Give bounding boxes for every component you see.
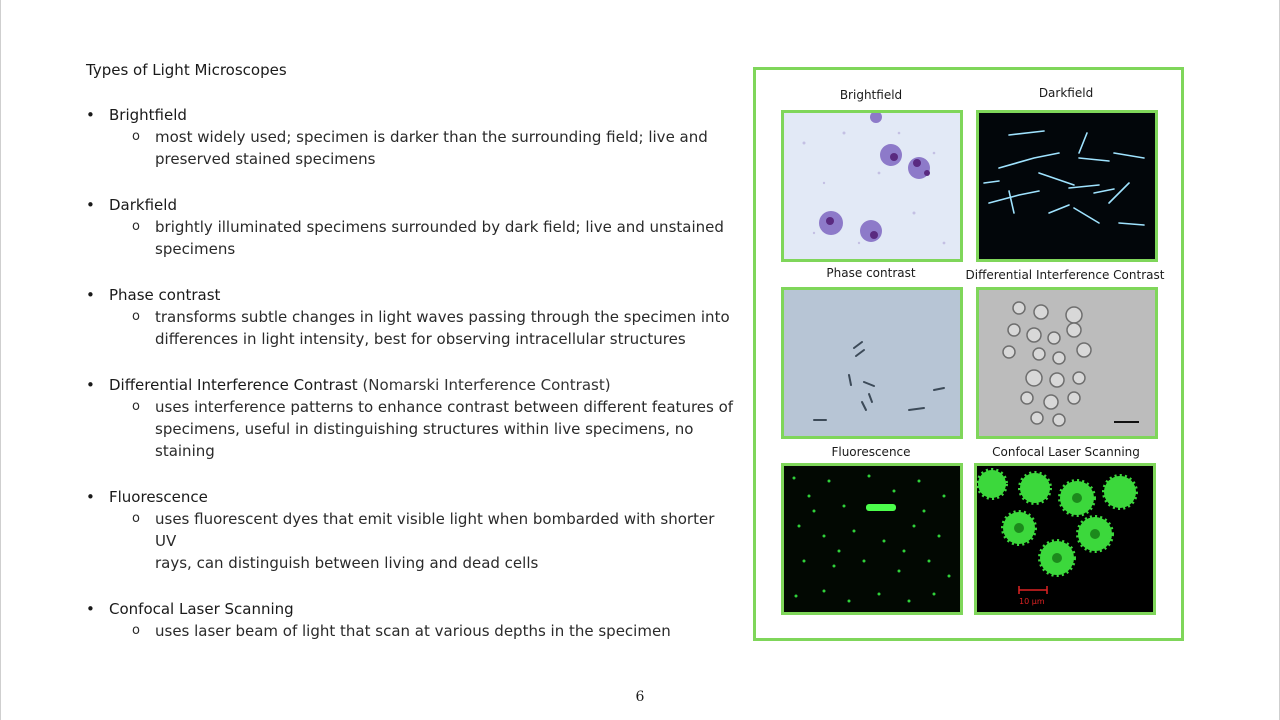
phase-contrast-image <box>781 287 963 439</box>
panel-label: Phase contrast <box>826 266 916 280</box>
panel-label: Darkfield <box>1038 86 1094 100</box>
sub-bullet: o <box>132 623 140 638</box>
item-alt-name: (Nomarski Interference Contrast) <box>357 376 611 394</box>
item-description: uses fluorescent dyes that emit visible light when bombarded with shorter UV <box>155 510 715 550</box>
item-description: brightly illuminated specimens surrounded by dark field; live and unstained <box>155 218 724 236</box>
list-item-brightfield <box>86 104 736 170</box>
sub-bullet: o <box>132 219 140 234</box>
item-name: Phase contrast <box>109 286 221 304</box>
fluorescence-image <box>781 463 963 615</box>
item-name: Differential Interference Contrast <box>109 376 358 394</box>
item-description-cont: rays, can distinguish between living and dead cells <box>155 554 539 572</box>
item-description-cont: preserved stained specimens <box>155 150 376 168</box>
item-description-cont: specimens <box>155 240 236 258</box>
list-item-darkfield <box>86 194 736 260</box>
dic-image <box>976 287 1158 439</box>
microscope-type-list <box>86 104 736 666</box>
panel-label: Brightfield <box>839 88 903 102</box>
item-name: Darkfield <box>109 196 177 214</box>
item-description: uses laser beam of light that scan at various depths in the specimen <box>155 622 671 640</box>
sub-bullet: o <box>132 129 140 144</box>
page-number: 6 <box>635 689 645 705</box>
bullet: • <box>86 106 95 124</box>
item-name: Confocal Laser Scanning <box>109 600 294 618</box>
panel-darkfield <box>976 84 1156 102</box>
panel-label: Confocal Laser Scanning <box>992 445 1140 459</box>
confocal-image <box>974 463 1156 615</box>
bullet: • <box>86 286 95 304</box>
panel-label: Fluorescence <box>831 445 911 459</box>
sub-bullet: o <box>132 511 140 526</box>
panel-fluorescence <box>781 443 961 461</box>
item-description: transforms subtle changes in light waves passing through the specimen into <box>155 308 730 326</box>
scale-bar-label: 10 µm <box>1019 597 1045 606</box>
sub-bullet: o <box>132 309 140 324</box>
item-description: uses interference patterns to enhance contrast between different features of <box>155 398 734 416</box>
panel-label: Differential Interference Contrast <box>965 268 1165 282</box>
microscopy-figure <box>753 67 1184 641</box>
bullet: • <box>86 196 95 214</box>
panel-dic <box>965 266 1165 284</box>
sub-bullet: o <box>132 399 140 414</box>
item-name: Fluorescence <box>109 488 208 506</box>
page-title: Types of Light Microscopes <box>86 61 287 79</box>
list-item-dic <box>86 374 736 462</box>
list-item-confocal <box>86 598 736 642</box>
bullet: • <box>86 376 95 394</box>
bullet: • <box>86 488 95 506</box>
list-item-fluorescence <box>86 486 736 574</box>
panel-phase-contrast <box>781 264 961 282</box>
panel-brightfield <box>781 86 961 104</box>
list-item-phase-contrast <box>86 284 736 350</box>
panel-confocal <box>976 443 1156 461</box>
bullet: • <box>86 600 95 618</box>
item-description-cont: differences in light intensity, best for observing intracellular structures <box>155 330 686 348</box>
item-name: Brightfield <box>109 106 187 124</box>
item-description-cont: specimens, useful in distinguishing structures within live specimens, no staining <box>155 420 694 460</box>
darkfield-image <box>976 110 1158 262</box>
item-description: most widely used; specimen is darker than the surrounding field; live and <box>155 128 708 146</box>
brightfield-image <box>781 110 963 262</box>
